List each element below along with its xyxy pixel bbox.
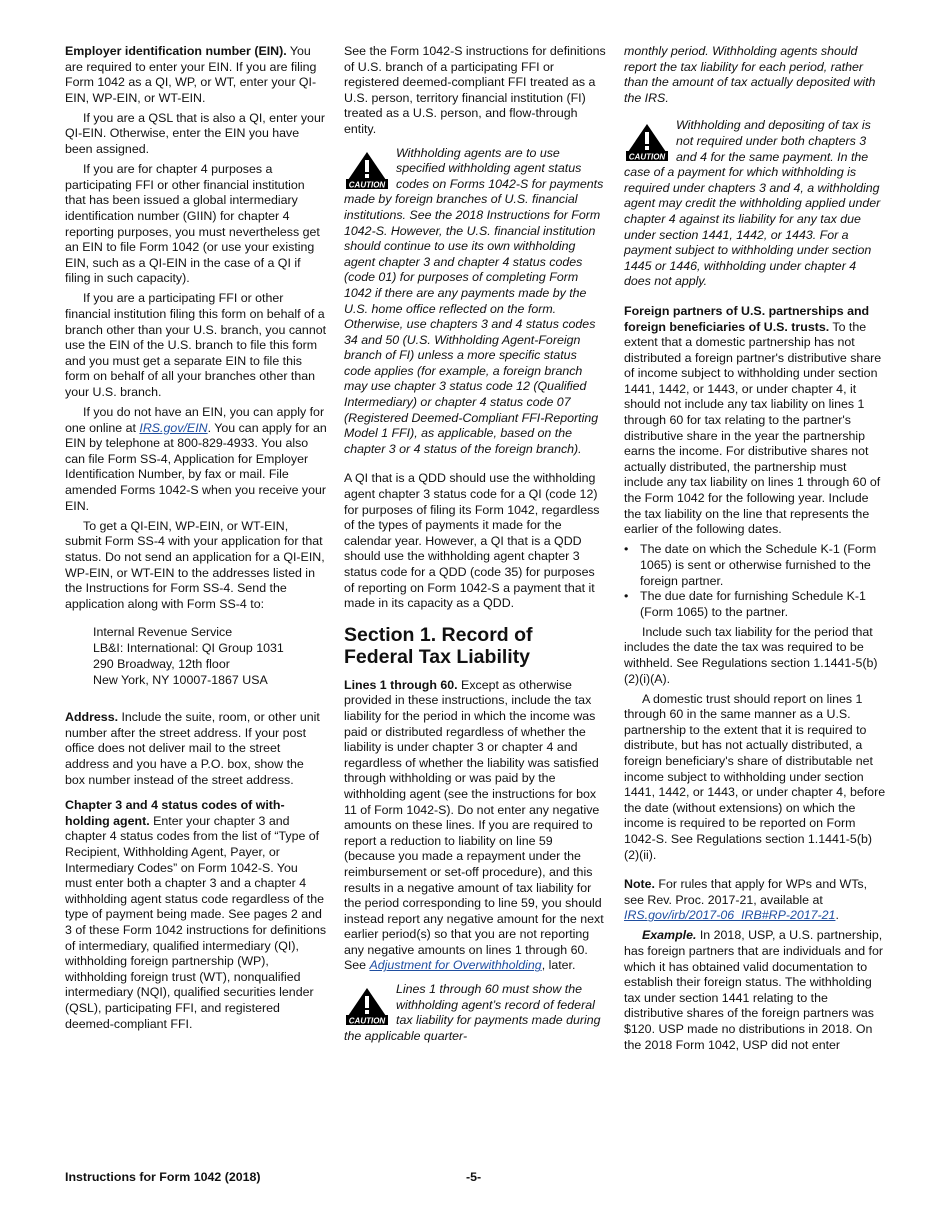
trust-paragraph: A domestic trust should report on lines 1 through 60 in the same manner as a U.S. partnership to the extent that it is required to distribute, but has not actually distributed, a foreign beneficiary's share of distributable net income subject to withholding under section 1441, 1442, or 1443, or under chapter 4, before the date (without extensions) on which the income is required to be reported on Form 1042-S. See Regulations section 1.1441-5(b)(2)(ii).	[624, 691, 886, 862]
caution-note-2: CAUTION Lines 1 through 60 must show the withholding agent’s record of federal tax liability for payments made during the applicable quarter-	[344, 982, 601, 1043]
address-heading: Address.	[65, 710, 119, 725]
example-heading: Example.	[642, 928, 697, 943]
address-line: New York, NY 10007-1867 USA	[93, 673, 268, 688]
section-title: Section 1. Record of Federal Tax Liability	[344, 623, 533, 668]
mailing-address	[65, 624, 327, 688]
caution-icon	[344, 986, 390, 1026]
caution-note-3: CAUTION Withholding and depositing of tax is not required under both chapters 3 and 4 for the same payment. In the case of a payment for which withholding is required under chapters 3 and 4, a withholding agent may credit the withholding applied under chapter 4 against its liability for any tax due under section 1441, 1442, or 1443. For a payment subject to withholding under section 1445 or 1446, withholding under chapter 4 does not apply.	[624, 118, 881, 289]
caution-note-1: CAUTION Withholding agents are to use specified withholding agent status codes on Forms 1042-S for payments made by foreign branches of U.S. financial institutions. See the 2018 Instructions for Form 1042-S. However, the U.S. financial institution should continue to use its own withholding agent chapter 3 and chapter 4 status codes (code 01) for purposes of completing Form 1042 if there are any payments made by the U.S. home office reflected on the form. Otherwise, use chapters 3 and 4 status codes 34 and 50 (U.S. Withholding Agent-Foreign branch of FI) unless a more specific status code applies (for example, a foreign branch may use chapter 3 status code 12 (Qualified Intermediary) or chapter 4 status code 07 (Registered Deemed-Compliant FFI-Reporting Model 1 FFI), as applicable, based on the chapter 3 or 4 status of the foreign branch).	[344, 145, 604, 456]
column-middle	[344, 44, 606, 1049]
ein-paragraph: Employer identification number (EIN). You are required to enter your EIN. If you are filing Form 1042 as a QI, WP, or WT, enter your QI-EIN, WP-EIN, or WT-EIN.	[65, 44, 317, 105]
lines-paragraph: Lines 1 through 60. Except as otherwise provided in these instructions, include the tax liability for the period in which the income was paid or distributed regardless of whether the liability is under chapter 3 or chapter 4 and regardless of whether the liability was satisfied through withholding or was paid by the withholding agent (see the instructions for box 11 of Form 1042-S). Do not enter any negative amounts on these lines. If you are required to report a reduction to liability on line 59 (because you made a repayment under the reimbursement or set-off procedure), and this results in a negative amount of tax liability for the period corresponding to line 59, you should instead report any negative amount for the next earlier period(s) so that you are not reporting any negative amounts on lines 1 through 60. See Adjustment for Overwithholding, later.	[344, 677, 604, 973]
definitions-paragraph: See the Form 1042-S instructions for definitions of U.S. branch of a participating FFI or registered deemed-compliant FFI treated as a U.S. person, territory financial institution (FI) treated as a U.S. person, and flow-through entity.	[344, 44, 606, 136]
note-heading: Note.	[624, 877, 655, 892]
address-line: Internal Revenue Service	[93, 625, 233, 640]
status-codes-paragraph: Chapter 3 and 4 status codes of with-holding agent. Enter your chapter 3 and chapter 4 status codes from the list of “Type of Recipient, Withholding Agent, Payer, or Intermediary Codes” on Form 1042-S. You must enter both a chapter 3 and a chapter 4 withholding agent status code regardless of the type of payment being made. See pages 2 and 3 of these Form 1042 instructions for definitions of intermediary, qualified intermediary (QI), withholding foreign partnership (WP), withholding foreign trust (WT), nonqualified intermediary (NQI), qualified securities lender (QSL), participating FFI, and registered deemed-compliant FFI.	[65, 798, 327, 1031]
address-paragraph: Address. Include the suite, room, or other unit number after the street address. If your post office does not deliver mail to the street address and you have a P.O. box, show the box number instead of the street address.	[65, 710, 320, 787]
lines-heading: Lines 1 through 60.	[344, 677, 458, 692]
caution-continuation: monthly period. Withholding agents should report the tax liability for each period, rather than the amount of tax actually deposited with the IRS.	[624, 44, 876, 105]
foreign-partners-paragraph: Foreign partners of U.S. partnerships and foreign beneficiaries of U.S. trusts. To the extent that a domestic partnership has not distributed a foreign partner's distributive share of income subject to withholding under section 1441, 1442, or 1443, or under chapter 4, it should not include any tax liability on lines 1 through 60 for tax relating to the partner's distributive share in the year the partnership earns the income. For distributive shares not actually distributed, the partnership must include any tax liability on lines 1 through 60 of the Form 1042 for the following year. Include the tax liability on the line that represents the earlier of the following dates.	[624, 303, 882, 537]
status-codes-heading: Chapter 3 and 4 status codes of with-holding agent.	[65, 798, 285, 828]
example-paragraph: Example. In 2018, USP, a U.S. partnership, has foreign partners that are individuals and for which it has obtained valid documentation to establish their foreign status. The withholding tax under section 1441 relating to the distributive shares of the foreign partners was $120. USP made no distributions in 2018. On the 2018 Form 1042, USP did not enter	[624, 928, 883, 1052]
caution-icon	[344, 150, 390, 190]
ein-qsl-paragraph: If you are a QSL that is also a QI, enter your QI-EIN. Otherwise, enter the EIN you have been assigned.	[65, 110, 325, 157]
ein-heading: Employer identification number (EIN).	[65, 44, 287, 58]
caution-icon	[624, 122, 670, 162]
ein-apply-paragraph: If you do not have an EIN, you can apply for one online at IRS.gov/EIN. You can apply for an EIN by telephone at 800-829-4933. You also can file Form SS-4, Application for Employer Identification Number, by fax or mail. File amended Forms 1042-S when you receive your EIN.	[65, 405, 327, 513]
bullet-item: • The date on which the Schedule K-1 (Form 1065) is sent or otherwise furnished to the foreign partner.	[624, 542, 877, 588]
svg-text:CAUTION: CAUTION	[348, 180, 386, 190]
page-number: -5-	[466, 1170, 482, 1184]
irs-ein-link[interactable]: IRS.gov/EIN	[139, 420, 208, 435]
ein-qi-paragraph: To get a QI-EIN, WP-EIN, or WT-EIN, submit Form SS-4 with your application for that status. Do not send an application for a QI-EIN, WP-EIN, or WT-EIN to the addresses listed in the Instructions for Form SS-4. Send the application along with Form SS-4 to:	[65, 518, 325, 611]
rev-proc-link[interactable]: IRS.gov/irb/2017-06_IRB#RP-2017-21	[624, 908, 836, 923]
adjustment-link[interactable]: Adjustment for Overwithholding	[369, 958, 542, 973]
footer-title: Instructions for Form 1042 (2018)	[65, 1170, 261, 1184]
include-paragraph: Include such tax liability for the period that includes the date the tax was required to be withheld. See Regulations section 1.1441-5(b)(2)(i)(A).	[624, 624, 878, 686]
ein-giin-paragraph: If you are for chapter 4 purposes a participating FFI or other financial institution that has been issued a global intermediary identification number (GIIN) for chapter 4 reporting purposes, you must nevertheless get an EIN to file Form 1042 (or use your existing EIN, such as a QI-EIN in the case of a QI if filing in such capacity).	[65, 162, 320, 286]
address-line: LB&I: International: QI Group 1031	[93, 641, 284, 656]
svg-text:CAUTION: CAUTION	[348, 1016, 386, 1026]
note-paragraph: Note. For rules that apply for WPs and WTs, see Rev. Proc. 2017-21, available at IRS.gov/irb/2017-06_IRB#RP-2017-21.	[624, 877, 868, 923]
column-left	[65, 44, 327, 1037]
ein-branch-paragraph: If you are a participating FFI or other financial institution filing this form on behalf of a branch other than your U.S. branch, you cannot use the EIN of the U.S. branch to file this form and you must get a separate EIN to file this form on behalf of all your branches other than your U.S. branch.	[65, 291, 327, 399]
svg-text:CAUTION: CAUTION	[628, 152, 666, 162]
column-right	[624, 44, 886, 1058]
foreign-partners-heading: Foreign partners of U.S. partnerships and foreign beneficiaries of U.S. trusts.	[624, 303, 870, 334]
bullet-item: • The due date for furnishing Schedule K-1 (Form 1065) to the partner.	[624, 589, 866, 619]
address-line: 290 Broadway, 12th floor	[93, 657, 230, 672]
qdd-paragraph: A QI that is a QDD should use the withholding agent chapter 3 status code for a QI (code 12) for purposes of filing its Form 1042, regardless of the types of payments it made for the calendar year. However, a QI that is a QDD should use the withholding agent chapter 3 status code for a QDD (code 35) for purposes of reporting on Form 1042-S a payment that it made in its capacity as a QDD.	[344, 471, 600, 611]
